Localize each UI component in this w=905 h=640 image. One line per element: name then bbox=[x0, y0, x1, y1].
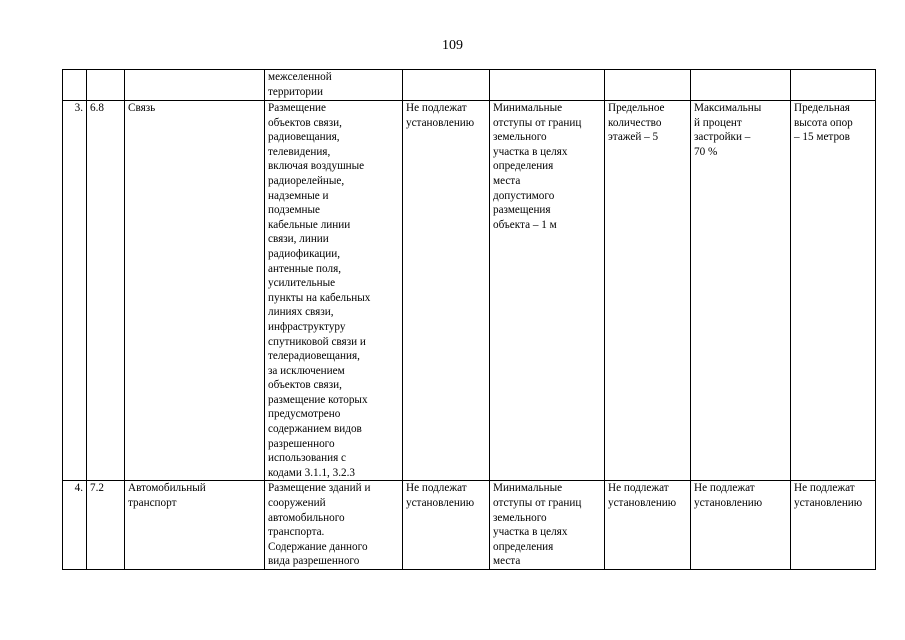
name-cell bbox=[125, 70, 265, 101]
col8-cell: Не подлежат установлению bbox=[691, 481, 791, 570]
code-cell: 6.8 bbox=[87, 101, 125, 481]
col9-cell: Не подлежат установлению bbox=[791, 481, 876, 570]
table-row bbox=[63, 481, 876, 570]
col7-cell bbox=[605, 70, 691, 101]
description-cell: межселенной территории bbox=[265, 70, 403, 101]
zoning-regulations-table bbox=[62, 69, 876, 570]
description-cell: Размещение объектов связи, радиовещания, телевидения, включая воздушные радиорелейные, надземные и подземные кабельные линии связи, линии радиофикации, антенные поля, усилительные пункты на кабельных линиях связи, инфраструктуру спутниковой связи и телерадиовещания, за исключением объектов связи, размещение которых предусмотрено содержанием видов разрешенного использования с кодами 3.1.1, 3.2.3 bbox=[265, 101, 403, 481]
table-row bbox=[63, 70, 876, 101]
col9-cell bbox=[791, 70, 876, 101]
row-number-cell: 4. bbox=[63, 481, 87, 570]
col5-cell bbox=[403, 70, 490, 101]
table-row bbox=[63, 101, 876, 481]
col5-cell: Не подлежат установлению bbox=[403, 481, 490, 570]
col6-cell: Минимальные отступы от границ земельного участка в целях определения места bbox=[490, 481, 605, 570]
name-cell: Связь bbox=[125, 101, 265, 481]
name-cell: Автомобильный транспорт bbox=[125, 481, 265, 570]
description-cell: Размещение зданий и сооружений автомобильного транспорта. Содержание данного вида разрешенного bbox=[265, 481, 403, 570]
col6-cell bbox=[490, 70, 605, 101]
code-cell bbox=[87, 70, 125, 101]
row-number-cell: 3. bbox=[63, 101, 87, 481]
col5-cell: Не подлежат установлению bbox=[403, 101, 490, 481]
col7-cell: Не подлежат установлению bbox=[605, 481, 691, 570]
col8-cell: Максимальны й процент застройки – 70 % bbox=[691, 101, 791, 481]
code-cell: 7.2 bbox=[87, 481, 125, 570]
col7-cell: Предельное количество этажей – 5 bbox=[605, 101, 691, 481]
col9-cell: Предельная высота опор – 15 метров bbox=[791, 101, 876, 481]
col8-cell bbox=[691, 70, 791, 101]
page-number: 109 bbox=[442, 38, 463, 53]
col6-cell: Минимальные отступы от границ земельного участка в целях определения места допустимого размещения объекта – 1 м bbox=[490, 101, 605, 481]
row-number-cell bbox=[63, 70, 87, 101]
